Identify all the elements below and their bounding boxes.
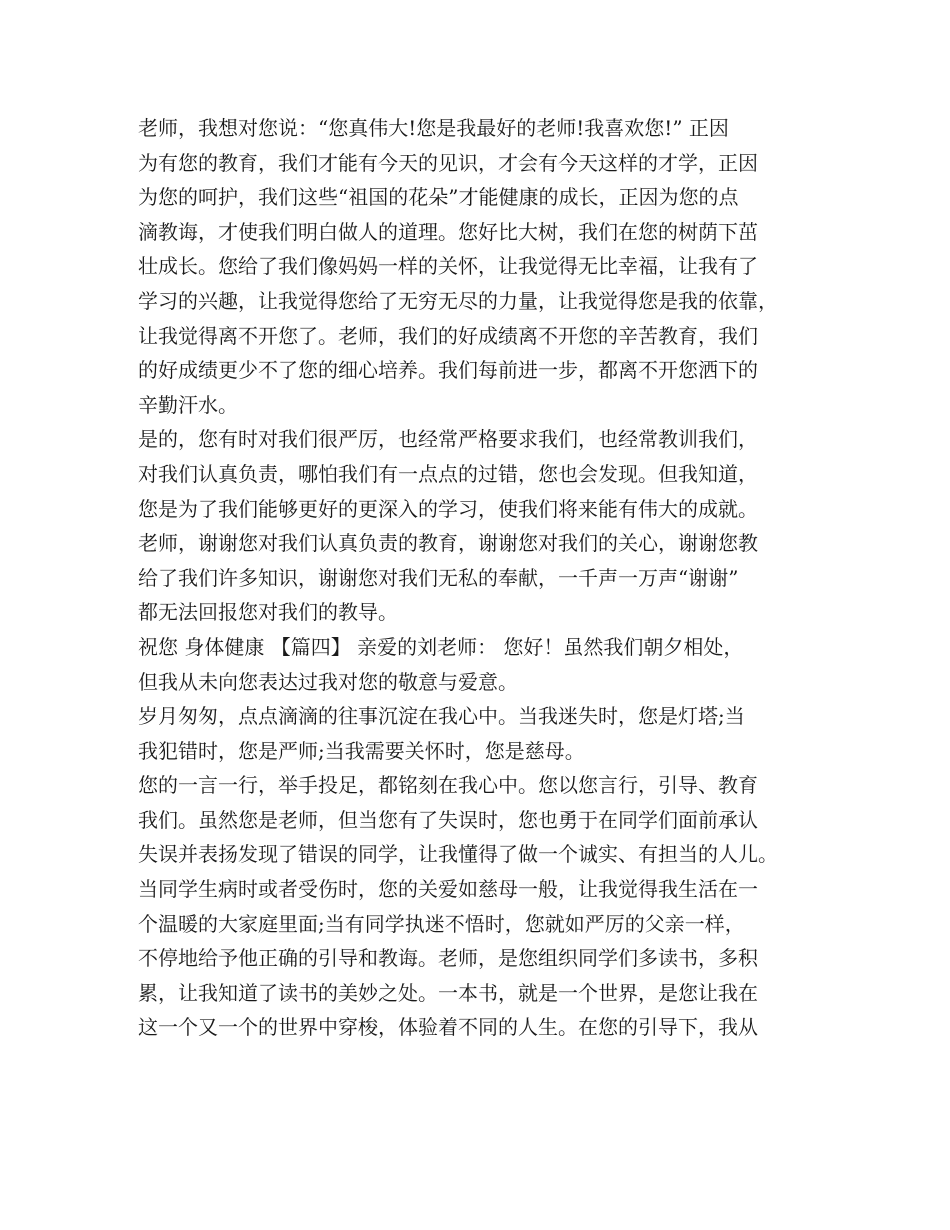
text-line: 为有您的教育，我们才能有今天的见识，才会有今天这样的才学，正因 [138,150,758,175]
text-line: 个温暖的大家庭里面;当有同学执迷不悟时，您就如严厉的父亲一样， [138,911,745,936]
text-line: 我们。虽然您是老师，但当您有了失误时，您也勇于在同学们面前承认 [138,807,758,832]
text-line: 失误并表扬发现了错误的同学，让我懂得了做一个诚实、有担当的人儿。 [138,842,778,867]
text-line: 辛勤汗水。 [138,392,238,417]
text-line: 祝您 身体健康 【篇四】 亲爱的刘老师： 您好！虽然我们朝夕相处， [138,634,744,659]
text-line: 给了我们许多知识，谢谢您对我们无私的奉献，一千声一万声“谢谢” [138,565,739,590]
text-line: 这一个又一个的世界中穿梭，体验着不同的人生。在您的引导下，我从 [138,1015,758,1040]
text-line: 是的，您有时对我们很严厉，也经常严格要求我们，也经常教训我们， [138,427,758,452]
text-line: 当同学生病时或者受伤时，您的关爱如慈母一般，让我觉得我生活在一 [138,877,758,902]
text-line: 您的一言一行，举手投足，都铭刻在我心中。您以您言行，引导、教育 [138,773,758,798]
text-line: 累，让我知道了读书的美妙之处。一本书，就是一个世界，是您让我在 [138,980,758,1005]
text-line: 对我们认真负责，哪怕我们有一点点的过错，您也会发现。但我知道， [138,461,758,486]
text-line: 岁月匆匆，点点滴滴的往事沉淀在我心中。当我迷失时，您是灯塔;当 [138,704,745,729]
text-line: 老师，谢谢您对我们认真负责的教育，谢谢您对我们的关心，谢谢您教 [138,531,758,556]
text-line: 学习的兴趣，让我觉得您给了无穷无尽的力量，让我觉得您是我的依靠， [138,288,778,313]
text-line: 老师，我想对您说：“您真伟大!您是我最好的老师!我喜欢您!” 正因 [138,116,729,140]
text-line: 不停地给予他正确的引导和教诲。老师，是您组织同学们多读书，多积 [138,946,758,971]
text-line: 您是为了我们能够更好的更深入的学习，使我们将来能有伟大的成就。 [138,496,758,521]
text-line: 都无法回报您对我们的教导。 [138,600,398,625]
body-text [138,111,828,1045]
text-line: 滴教诲，才使我们明白做人的道理。您好比大树，我们在您的树荫下茁 [138,219,758,244]
text-line: 为您的呵护，我们这些“祖国的花朵”才能健康的成长，正因为您的点 [138,185,739,210]
text-line: 我犯错时，您是严师;当我需要关怀时，您是慈母。 [138,738,585,763]
text-line: 让我觉得离不开您了。老师，我们的好成绩离不开您的辛苦教育，我们 [138,323,758,348]
text-line: 壮成长。您给了我们像妈妈一样的关怀，让我觉得无比幸福，让我有了 [138,254,758,279]
text-line: 的好成绩更少不了您的细心培养。我们每前进一步，都离不开您洒下的 [138,358,758,383]
text-line: 但我从未向您表达过我对您的敬意与爱意。 [138,669,518,694]
